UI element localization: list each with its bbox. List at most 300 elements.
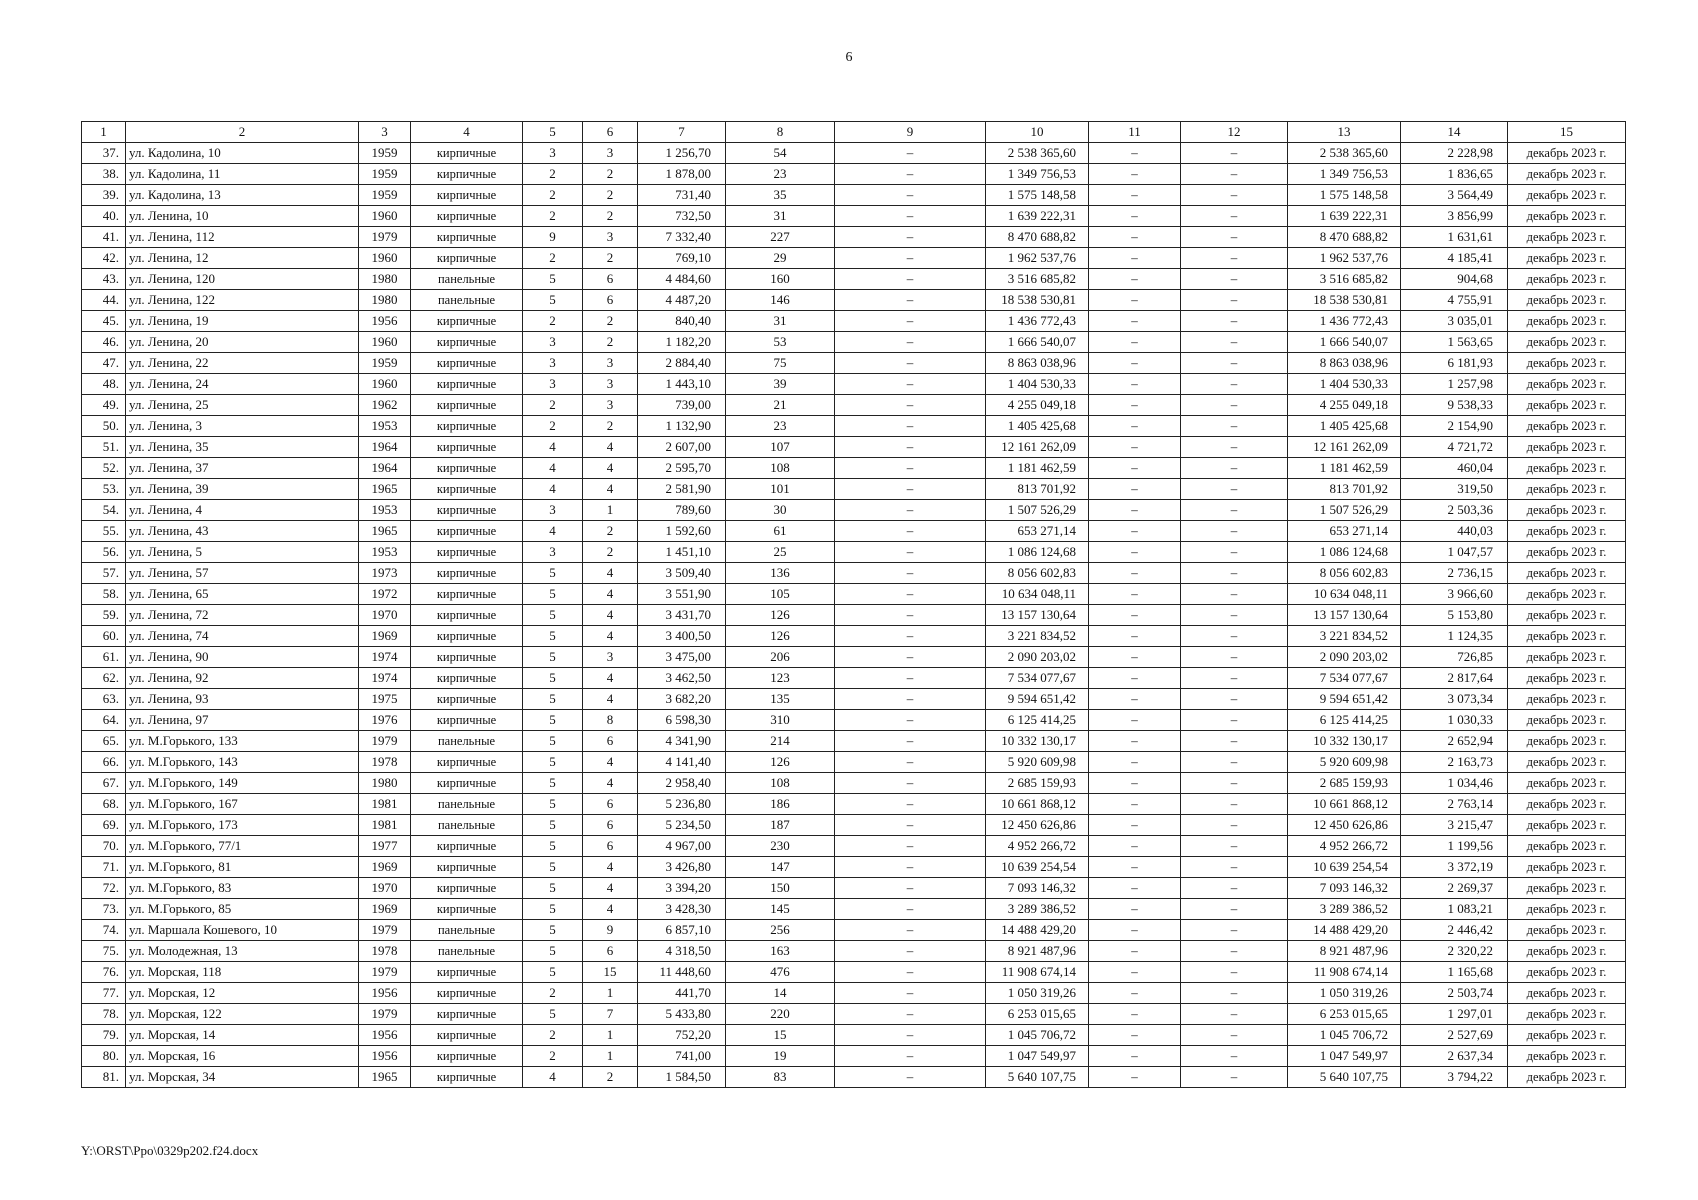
table-cell: 46. (82, 332, 126, 353)
table-cell: 5 (523, 689, 583, 710)
table-cell: – (1181, 521, 1288, 542)
table-cell: ул. Ленина, 19 (126, 311, 359, 332)
table-cell: ул. Ленина, 120 (126, 269, 359, 290)
table-cell: 53. (82, 479, 126, 500)
table-cell: – (1181, 773, 1288, 794)
table-cell: ул. Ленина, 122 (126, 290, 359, 311)
table-row (82, 248, 1626, 269)
table-cell: декабрь 2023 г. (1508, 752, 1626, 773)
table-cell: ул. Ленина, 97 (126, 710, 359, 731)
table-cell: 3 856,99 (1401, 206, 1508, 227)
table-cell: 6 (583, 794, 638, 815)
table-cell: 1979 (359, 962, 411, 983)
table-cell: – (1089, 857, 1181, 878)
table-cell: 3 (583, 227, 638, 248)
table-row (82, 899, 1626, 920)
table-cell: декабрь 2023 г. (1508, 416, 1626, 437)
table-cell: 44. (82, 290, 126, 311)
table-cell: – (1181, 374, 1288, 395)
table-cell: 7 534 077,67 (986, 668, 1089, 689)
table-cell: декабрь 2023 г. (1508, 311, 1626, 332)
table-cell: 220 (726, 1004, 835, 1025)
table-cell: декабрь 2023 г. (1508, 626, 1626, 647)
table-cell: кирпичные (411, 836, 523, 857)
table-cell: 3 (583, 647, 638, 668)
table-row (82, 143, 1626, 164)
table-cell: 1965 (359, 1067, 411, 1088)
table-cell: – (1181, 836, 1288, 857)
table-row (82, 941, 1626, 962)
table-cell: 5 (523, 626, 583, 647)
table-cell: – (835, 668, 986, 689)
table-cell: 2 (523, 311, 583, 332)
table-cell: 1960 (359, 248, 411, 269)
table-cell: – (1181, 416, 1288, 437)
table-cell: 5 (523, 710, 583, 731)
table-cell: 53 (726, 332, 835, 353)
table-cell: декабрь 2023 г. (1508, 437, 1626, 458)
table-cell: – (1089, 185, 1181, 206)
table-cell: ул. Ленина, 22 (126, 353, 359, 374)
table-cell: 653 271,14 (986, 521, 1089, 542)
register-table (81, 121, 1626, 1088)
table-cell: ул. Морская, 34 (126, 1067, 359, 1088)
table-cell: – (1089, 836, 1181, 857)
table-cell: 3 516 685,82 (986, 269, 1089, 290)
table-cell: 2 446,42 (1401, 920, 1508, 941)
table-cell: – (1181, 437, 1288, 458)
table-cell: 150 (726, 878, 835, 899)
table-cell: ул. Ленина, 93 (126, 689, 359, 710)
table-cell: 4 255 049,18 (986, 395, 1089, 416)
column-header: 12 (1181, 122, 1288, 143)
table-row (82, 269, 1626, 290)
table-cell: 54. (82, 500, 126, 521)
table-cell: 4 (583, 668, 638, 689)
table-cell: 12 450 626,86 (1288, 815, 1401, 836)
table-cell: декабрь 2023 г. (1508, 983, 1626, 1004)
table-cell: 3 (523, 500, 583, 521)
table-cell: 6 253 015,65 (986, 1004, 1089, 1025)
table-cell: 1 256,70 (638, 143, 726, 164)
table-cell: – (1181, 647, 1288, 668)
table-cell: 1979 (359, 731, 411, 752)
table-cell: 1 045 706,72 (1288, 1025, 1401, 1046)
table-cell: 1 034,46 (1401, 773, 1508, 794)
table-cell: – (1089, 143, 1181, 164)
table-cell: 107 (726, 437, 835, 458)
table-cell: 1 083,21 (1401, 899, 1508, 920)
table-cell: 5 234,50 (638, 815, 726, 836)
table-row (82, 395, 1626, 416)
table-cell: 2 (583, 542, 638, 563)
table-row (82, 353, 1626, 374)
table-cell: – (835, 1046, 986, 1067)
table-cell: – (835, 983, 986, 1004)
table-cell: 83 (726, 1067, 835, 1088)
table-cell: ул. Ленина, 39 (126, 479, 359, 500)
table-cell: – (835, 248, 986, 269)
table-cell: 230 (726, 836, 835, 857)
table-cell: 76. (82, 962, 126, 983)
table-cell: ул. Ленина, 3 (126, 416, 359, 437)
table-cell: декабрь 2023 г. (1508, 143, 1626, 164)
table-row (82, 836, 1626, 857)
table-cell: 206 (726, 647, 835, 668)
table-cell: 3 221 834,52 (986, 626, 1089, 647)
table-cell: 1 962 537,76 (1288, 248, 1401, 269)
table-cell: – (835, 143, 986, 164)
table-cell: ул. Ленина, 92 (126, 668, 359, 689)
table-cell: 1953 (359, 500, 411, 521)
table-cell: 101 (726, 479, 835, 500)
table-cell: 1970 (359, 878, 411, 899)
table-cell: 4 (583, 878, 638, 899)
table-row (82, 290, 1626, 311)
table-cell: 1980 (359, 290, 411, 311)
table-cell: 6 253 015,65 (1288, 1004, 1401, 1025)
table-cell: 35 (726, 185, 835, 206)
table-cell: 12 450 626,86 (986, 815, 1089, 836)
table-cell: кирпичные (411, 626, 523, 647)
table-cell: 5 (523, 752, 583, 773)
table-cell: 5 (523, 815, 583, 836)
table-cell: – (1181, 290, 1288, 311)
table-cell: 1 404 530,33 (986, 374, 1089, 395)
table-cell: 1 124,35 (1401, 626, 1508, 647)
table-cell: – (835, 899, 986, 920)
table-cell: 5 (523, 899, 583, 920)
table-cell: декабрь 2023 г. (1508, 206, 1626, 227)
table-cell: 4 755,91 (1401, 290, 1508, 311)
table-cell: 1 182,20 (638, 332, 726, 353)
table-cell: 1953 (359, 416, 411, 437)
table-cell: 6 125 414,25 (1288, 710, 1401, 731)
table-cell: 1 584,50 (638, 1067, 726, 1088)
table-cell: 30 (726, 500, 835, 521)
table-cell: 12 161 262,09 (986, 437, 1089, 458)
table-cell: – (1181, 206, 1288, 227)
table-cell: 1 962 537,76 (986, 248, 1089, 269)
table-cell: 75. (82, 941, 126, 962)
table-cell: 13 157 130,64 (1288, 605, 1401, 626)
table-cell: 6 (583, 290, 638, 311)
table-cell: 31 (726, 311, 835, 332)
table-cell: 1 507 526,29 (986, 500, 1089, 521)
column-header: 8 (726, 122, 835, 143)
table-cell: 40. (82, 206, 126, 227)
table-cell: 4 (523, 458, 583, 479)
table-cell: 1 297,01 (1401, 1004, 1508, 1025)
table-cell: – (835, 563, 986, 584)
table-cell: 8 (583, 710, 638, 731)
table-cell: 1978 (359, 752, 411, 773)
table-cell: 2 (583, 416, 638, 437)
table-cell: 75 (726, 353, 835, 374)
table-cell: декабрь 2023 г. (1508, 836, 1626, 857)
table-cell: 3 966,60 (1401, 584, 1508, 605)
table-cell: 1 405 425,68 (986, 416, 1089, 437)
table-cell: – (1181, 248, 1288, 269)
table-cell: 2 (523, 416, 583, 437)
table-cell: декабрь 2023 г. (1508, 542, 1626, 563)
table-cell: 5 153,80 (1401, 605, 1508, 626)
table-cell: – (1089, 605, 1181, 626)
table-cell: декабрь 2023 г. (1508, 794, 1626, 815)
table-cell: 8 921 487,96 (1288, 941, 1401, 962)
table-row (82, 878, 1626, 899)
table-cell: декабрь 2023 г. (1508, 899, 1626, 920)
table-cell: 15 (726, 1025, 835, 1046)
table-cell: 5 (523, 878, 583, 899)
table-cell: 59. (82, 605, 126, 626)
table-cell: 4 341,90 (638, 731, 726, 752)
table-cell: кирпичные (411, 206, 523, 227)
table-cell: 11 908 674,14 (1288, 962, 1401, 983)
table-cell: 18 538 530,81 (986, 290, 1089, 311)
table-cell: кирпичные (411, 752, 523, 773)
table-cell: 214 (726, 731, 835, 752)
table-cell: – (835, 311, 986, 332)
table-cell: ул. Ленина, 20 (126, 332, 359, 353)
table-cell: 4 (523, 437, 583, 458)
table-cell: ул. Морская, 122 (126, 1004, 359, 1025)
table-cell: 1956 (359, 983, 411, 1004)
table-cell: ул. Кадолина, 11 (126, 164, 359, 185)
table-cell: 1972 (359, 584, 411, 605)
table-row (82, 500, 1626, 521)
table-cell: 6 (583, 731, 638, 752)
table-cell: – (1181, 920, 1288, 941)
column-header: 6 (583, 122, 638, 143)
table-cell: 1959 (359, 164, 411, 185)
table-cell: 10 634 048,11 (1288, 584, 1401, 605)
table-cell: декабрь 2023 г. (1508, 395, 1626, 416)
table-cell: 2 652,94 (1401, 731, 1508, 752)
table-cell: кирпичные (411, 857, 523, 878)
table-cell: 3 431,70 (638, 605, 726, 626)
table-cell: 3 (523, 374, 583, 395)
table-cell: 726,85 (1401, 647, 1508, 668)
table-cell: 1 575 148,58 (986, 185, 1089, 206)
table-cell: – (1089, 416, 1181, 437)
table-cell: 813 701,92 (1288, 479, 1401, 500)
column-header: 15 (1508, 122, 1626, 143)
table-cell: 146 (726, 290, 835, 311)
table-cell: 8 863 038,96 (986, 353, 1089, 374)
table-cell: 1979 (359, 1004, 411, 1025)
table-cell: декабрь 2023 г. (1508, 605, 1626, 626)
table-cell: 187 (726, 815, 835, 836)
table-cell: 136 (726, 563, 835, 584)
table-cell: 2 090 203,02 (1288, 647, 1401, 668)
table-cell: 2 763,14 (1401, 794, 1508, 815)
table-cell: 18 538 530,81 (1288, 290, 1401, 311)
column-header: 3 (359, 122, 411, 143)
table-cell: декабрь 2023 г. (1508, 374, 1626, 395)
table-row (82, 206, 1626, 227)
table-row (82, 647, 1626, 668)
table-cell: 63. (82, 689, 126, 710)
table-cell: – (835, 752, 986, 773)
table-cell: 7 093 146,32 (986, 878, 1089, 899)
column-header: 13 (1288, 122, 1401, 143)
table-cell: ул. М.Горького, 149 (126, 773, 359, 794)
table-cell: 2 (523, 164, 583, 185)
table-cell: 441,70 (638, 983, 726, 1004)
table-cell: декабрь 2023 г. (1508, 647, 1626, 668)
table-cell: 3 (523, 332, 583, 353)
table-row (82, 437, 1626, 458)
table-cell: 47. (82, 353, 126, 374)
table-cell: – (1181, 815, 1288, 836)
table-cell: декабрь 2023 г. (1508, 584, 1626, 605)
table-cell: 56. (82, 542, 126, 563)
table-cell: 1981 (359, 794, 411, 815)
table-cell: – (1089, 206, 1181, 227)
table-cell: 3 (583, 353, 638, 374)
table-cell: декабрь 2023 г. (1508, 248, 1626, 269)
table-cell: ул. М.Горького, 167 (126, 794, 359, 815)
table-cell: 14 (726, 983, 835, 1004)
table-cell: 10 332 130,17 (986, 731, 1089, 752)
table-cell: кирпичные (411, 1025, 523, 1046)
table-row (82, 794, 1626, 815)
table-cell: 1 404 530,33 (1288, 374, 1401, 395)
table-cell: 5 (523, 941, 583, 962)
table-cell: 1 436 772,43 (1288, 311, 1401, 332)
table-cell: 5 (523, 647, 583, 668)
table-cell: 2 538 365,60 (1288, 143, 1401, 164)
table-cell: 60. (82, 626, 126, 647)
table-cell: декабрь 2023 г. (1508, 521, 1626, 542)
table-cell: 2 595,70 (638, 458, 726, 479)
table-cell: декабрь 2023 г. (1508, 815, 1626, 836)
table-cell: декабрь 2023 г. (1508, 164, 1626, 185)
table-cell: кирпичные (411, 185, 523, 206)
table-cell: 789,60 (638, 500, 726, 521)
table-cell: декабрь 2023 г. (1508, 1046, 1626, 1067)
table-cell: кирпичные (411, 479, 523, 500)
table-cell: ул. Ленина, 74 (126, 626, 359, 647)
table-cell: 2 736,15 (1401, 563, 1508, 584)
table-cell: 1953 (359, 542, 411, 563)
table-cell: 31 (726, 206, 835, 227)
table-cell: 1 592,60 (638, 521, 726, 542)
table-cell: 5 (523, 563, 583, 584)
table-cell: ул. Маршала Кошевого, 10 (126, 920, 359, 941)
table-cell: 2 685 159,93 (986, 773, 1089, 794)
table-cell: – (835, 227, 986, 248)
table-cell: 3 (583, 143, 638, 164)
table-cell: – (1181, 1067, 1288, 1088)
table-cell: кирпичные (411, 983, 523, 1004)
table-cell: – (1089, 689, 1181, 710)
table-cell: декабрь 2023 г. (1508, 332, 1626, 353)
table-row (82, 416, 1626, 437)
table-cell: 8 056 602,83 (986, 563, 1089, 584)
table-cell: – (1089, 437, 1181, 458)
table-cell: – (835, 500, 986, 521)
table-cell: 4 (583, 773, 638, 794)
table-cell: 653 271,14 (1288, 521, 1401, 542)
table-cell: ул. Морская, 14 (126, 1025, 359, 1046)
table-cell: кирпичные (411, 563, 523, 584)
table-cell: 15 (583, 962, 638, 983)
table-cell: – (835, 794, 986, 815)
table-cell: 11 448,60 (638, 962, 726, 983)
table-cell: 7 (583, 1004, 638, 1025)
table-body (82, 143, 1626, 1088)
table-cell: декабрь 2023 г. (1508, 689, 1626, 710)
column-header: 1 (82, 122, 126, 143)
table-cell: 5 (523, 269, 583, 290)
table-cell: кирпичные (411, 1004, 523, 1025)
table-cell: 1965 (359, 479, 411, 500)
table-cell: 3 428,30 (638, 899, 726, 920)
table-cell: 1 (583, 1046, 638, 1067)
table-row (82, 626, 1626, 647)
table-cell: кирпичные (411, 500, 523, 521)
table-cell: ул. Ленина, 57 (126, 563, 359, 584)
table-cell: – (1089, 647, 1181, 668)
table-cell: 4 (583, 899, 638, 920)
table-cell: ул. Ленина, 24 (126, 374, 359, 395)
table-cell: – (835, 542, 986, 563)
table-cell: 2 (523, 206, 583, 227)
table-cell: 23 (726, 164, 835, 185)
table-cell: 5 640 107,75 (986, 1067, 1089, 1088)
table-cell: 1956 (359, 311, 411, 332)
table-cell: кирпичные (411, 605, 523, 626)
table-cell: 19 (726, 1046, 835, 1067)
table-cell: 1960 (359, 374, 411, 395)
table-cell: 1 (583, 500, 638, 521)
table-cell: 3 289 386,52 (986, 899, 1089, 920)
table-row (82, 773, 1626, 794)
table-cell: – (1089, 878, 1181, 899)
table-cell: 4 (523, 1067, 583, 1088)
table-cell: 5 (523, 773, 583, 794)
table-cell: 4 952 266,72 (1288, 836, 1401, 857)
table-cell: – (1089, 668, 1181, 689)
table-cell: 2 581,90 (638, 479, 726, 500)
table-cell: – (1089, 731, 1181, 752)
table-cell: ул. Ленина, 43 (126, 521, 359, 542)
table-cell: 186 (726, 794, 835, 815)
table-cell: 5 (523, 962, 583, 983)
table-cell: 1974 (359, 647, 411, 668)
table-cell: 62. (82, 668, 126, 689)
table-cell: 3 (583, 374, 638, 395)
table-cell: 4 487,20 (638, 290, 726, 311)
table-cell: – (835, 1004, 986, 1025)
table-cell: 1964 (359, 437, 411, 458)
table-cell: – (1089, 1046, 1181, 1067)
table-cell: 3 215,47 (1401, 815, 1508, 836)
table-cell: 1974 (359, 668, 411, 689)
table-cell: – (1181, 143, 1288, 164)
table-cell: 840,40 (638, 311, 726, 332)
table-cell: 769,10 (638, 248, 726, 269)
table-cell: 1 836,65 (1401, 164, 1508, 185)
table-cell: – (1181, 227, 1288, 248)
table-cell: – (835, 773, 986, 794)
table-cell: 7 093 146,32 (1288, 878, 1401, 899)
table-cell: 1956 (359, 1025, 411, 1046)
table-cell: – (1089, 374, 1181, 395)
table-cell: кирпичные (411, 332, 523, 353)
